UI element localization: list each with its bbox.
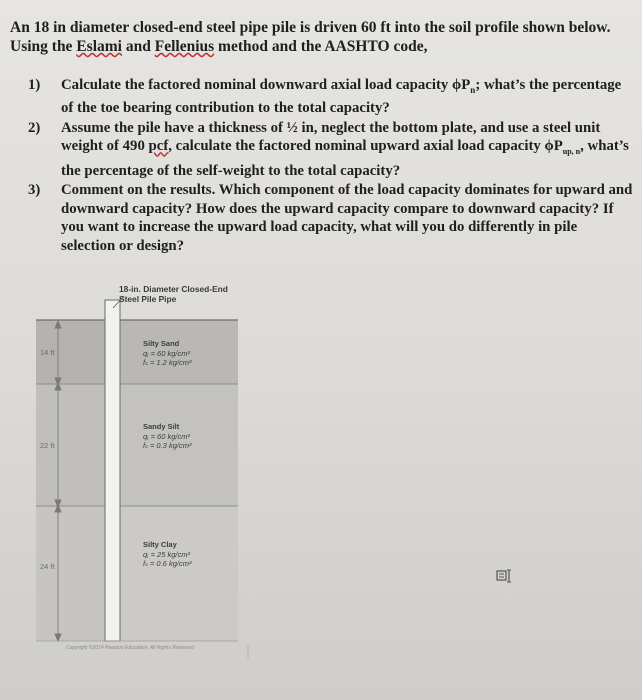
layer-2-qc: qⱼ = 60 kg/cm²	[143, 431, 190, 441]
intro-line-2-end: method and the AASHTO code,	[214, 38, 428, 55]
steel-pipe-pile	[105, 300, 120, 641]
question-2-text-a: Assume the pile have a thickness of ½ in, neglect the bottom plate, and use a steel unit weight of 490	[61, 119, 601, 155]
soil-label-silty-sand	[143, 339, 191, 368]
word-eslami: Eslami	[76, 38, 122, 55]
intro-line-2-start: Using the	[10, 38, 77, 55]
layer-sandy-silt	[36, 384, 238, 506]
question-1-symbol: ϕP	[452, 77, 471, 93]
question-2-text-c: , what’s the percentage of the self-weight to the total capacity?	[61, 138, 629, 179]
question-1-subscript: n	[470, 84, 476, 95]
question-2-number: 2)	[28, 119, 41, 136]
layer-3-fs: fₛ = 0.6 kg/cm²	[143, 559, 192, 568]
question-3-text: Comment on the results. Which component of the load capacity dominates for upward and downward capacity? How does the upward capacity compare to downward capacity? If you want to increase the upward load capacity, what will you do differently in pile selection or design?	[61, 182, 633, 254]
thickness-label-layer-3: 24 ft	[40, 562, 55, 571]
layer-3-qc: qⱼ = 25 kg/cm²	[143, 549, 190, 559]
question-2-text-b: , calculate the factored nominal upward axial load capacity	[168, 138, 545, 155]
question-1-text-a: Calculate the factored nominal downward axial load capacity	[61, 77, 453, 93]
layer-1-name: Silty Sand	[143, 339, 180, 348]
soil-label-silty-clay	[143, 540, 191, 569]
layer-1-qc: qⱼ = 60 kg/cm²	[143, 348, 190, 358]
question-3-number: 3)	[28, 182, 41, 199]
layer-1-fs: fₛ = 1.2 kg/cm²	[143, 358, 192, 367]
caption-line-2: Steel Pile Pipe	[119, 294, 177, 304]
question-1-text-b: ; what’s the percentage of the toe bearing contribution to the total capacity?	[61, 77, 622, 117]
translate-icon[interactable]	[496, 568, 514, 587]
thickness-label-layer-2: 22 ft	[40, 441, 55, 450]
word-pcf: pcf	[148, 138, 169, 155]
layer-2-name: Sandy Silt	[143, 422, 180, 431]
figure-caption	[119, 284, 228, 304]
figure-copyright: Copyright ©2014 Pearson Education, All Rights Reserved	[66, 645, 194, 651]
intro-line-2-and: and	[121, 38, 155, 55]
caption-line-1: 18-in. Diameter Closed-End	[119, 284, 228, 294]
layer-silty-sand	[36, 320, 238, 384]
layer-silty-clay	[36, 506, 238, 641]
translate-icon-glyph	[496, 568, 514, 584]
question-1-number: 1)	[28, 77, 41, 93]
intro-line-1: An 18 in diameter closed-end steel pipe pile is driven 60 ft into the soil profile shown below.	[10, 19, 611, 36]
layer-2-fs: fₛ = 0.3 kg/cm²	[143, 441, 192, 450]
question-2-subscript: up, n	[562, 147, 581, 157]
question-2-symbol: ϕP	[544, 138, 563, 155]
thickness-label-layer-1: 14 ft	[40, 348, 55, 357]
layer-3-name: Silty Clay	[143, 540, 177, 549]
soil-label-sandy-silt	[143, 422, 191, 451]
word-fellenius: Fellenius	[154, 38, 215, 55]
